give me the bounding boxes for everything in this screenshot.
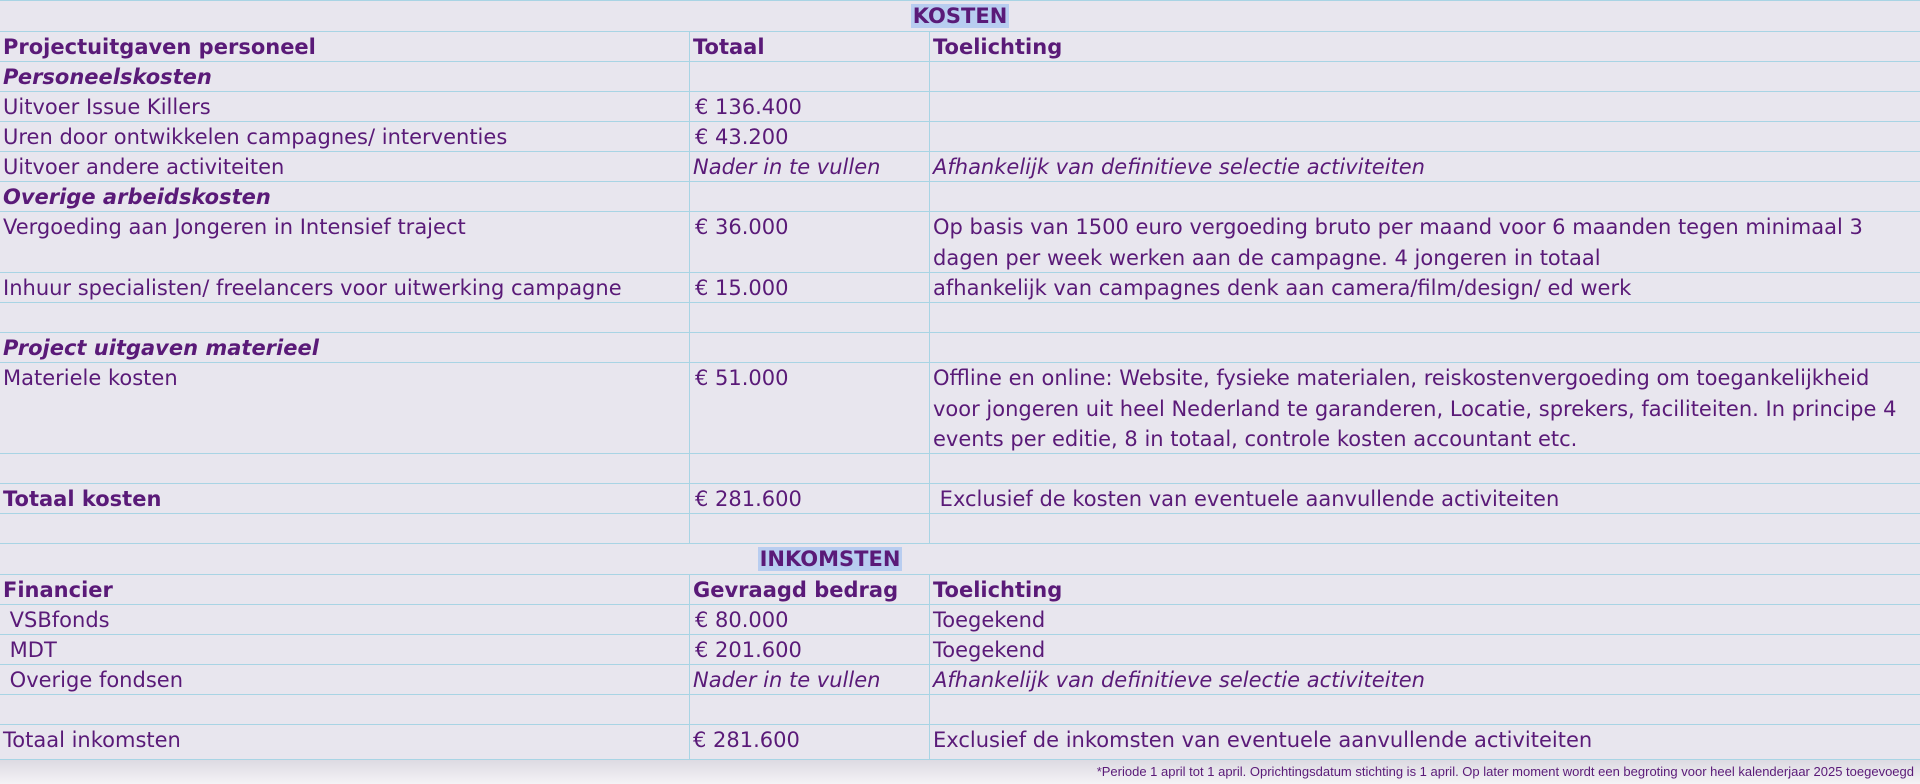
totaal-inkomsten-note: Exclusief de inkomsten van eventuele aanvullende activiteiten [929,725,1920,759]
row-note [929,122,1920,151]
totaal-kosten-amount: € 281.600 [689,484,929,513]
empty-cell [689,514,929,543]
empty-row [0,694,1920,724]
inkomsten-title: INKOMSTEN [759,547,901,571]
header-financier: Financier [3,578,113,602]
empty-row [0,453,1920,483]
inkomsten-header-row [0,574,1920,604]
table-row [0,121,1920,151]
section-personeelskosten: Personeelskosten [3,65,212,89]
empty-cell [689,303,929,332]
totaal-inkomsten-amount: € 281.600 [689,725,929,759]
empty-cell [929,182,1920,211]
row-amount: € 51.000 [689,363,929,453]
row-label: Inhuur specialisten/ freelancers voor uitwerking campagne [3,276,622,300]
row-label: Vergoeding aan Jongeren in Intensief traject [3,215,466,239]
row-label: VSBfonds [3,608,110,632]
row-note: Offline en online: Website, fysieke materialen, reiskostenvergoeding om toegankelijkheid voor jongeren uit heel Nederland te garanderen, Locatie, sprekers, faciliteiten. In principe 4 events per editie, 8 in totaal, controle kosten accountant etc. [929,363,1920,453]
totaal-inkomsten-label: Totaal inkomsten [3,728,181,752]
empty-row [0,302,1920,332]
kosten-title-row [0,0,1920,31]
table-row [0,272,1920,302]
empty-cell [0,303,689,332]
empty-row [0,513,1920,543]
row-note: Toegekend [929,635,1920,664]
empty-cell [689,454,929,483]
row-amount: € 15.000 [689,273,929,302]
row-amount: € 43.200 [689,122,929,151]
row-label: Uitvoer andere activiteiten [3,155,285,179]
row-label: Materiele kosten [3,366,178,390]
table-row [0,362,1920,453]
row-label: Uitvoer Issue Killers [3,95,211,119]
table-row [0,634,1920,664]
empty-cell [929,62,1920,91]
row-note: Afhankelijk van definitieve selectie activiteiten [929,152,1920,181]
kosten-header-row [0,31,1920,61]
empty-cell [689,182,929,211]
empty-cell [0,514,689,543]
header-toelichting: Toelichting [929,575,1920,604]
table-row [0,151,1920,181]
total-row [0,483,1920,513]
header-totaal: Totaal [689,32,929,61]
section-project-uitgaven-materieel: Project uitgaven materieel [3,336,319,360]
row-note [929,92,1920,121]
table-row [0,604,1920,634]
header-gevraagd-bedrag: Gevraagd bedrag [689,575,929,604]
empty-cell [689,333,929,362]
row-amount: € 36.000 [689,212,929,272]
empty-cell [929,303,1920,332]
row-label: Overige fondsen [3,668,183,692]
row-amount: Nader in te vullen [689,665,929,694]
row-label: Uren door ontwikkelen campagnes/ interventies [3,125,508,149]
footnote: *Periode 1 april tot 1 april. Oprichtingsdatum stichting is 1 april. Op later moment wordt een begroting voor heel kalenderjaar 2025 toegevoegd [1096,764,1914,779]
totaal-kosten-note: Exclusief de kosten van eventuele aanvullende activiteiten [929,484,1920,513]
empty-cell [0,454,689,483]
empty-cell [929,333,1920,362]
row-amount: € 201.600 [689,635,929,664]
row-note: Afhankelijk van definitieve selectie activiteiten [929,665,1920,694]
header-projectuitgaven: Projectuitgaven personeel [3,35,316,59]
kosten-title: KOSTEN [912,4,1008,28]
empty-cell [689,62,929,91]
row-amount: Nader in te vullen [689,152,929,181]
total-row [0,724,1920,760]
table-row [0,211,1920,272]
section-row [0,181,1920,211]
empty-cell [689,695,929,724]
row-label: MDT [3,638,57,662]
row-amount: € 80.000 [689,605,929,634]
header-toelichting: Toelichting [929,32,1920,61]
row-note: Toegekend [929,605,1920,634]
empty-cell [0,695,689,724]
section-overige-arbeidskosten: Overige arbeidskosten [3,185,271,209]
section-row [0,332,1920,362]
empty-cell [929,514,1920,543]
row-note: Op basis van 1500 euro vergoeding bruto per maand voor 6 maanden tegen minimaal 3 dagen per week werken aan de campagne. 4 jongeren in totaal [929,212,1920,272]
inkomsten-title-row [0,543,1920,574]
table-row [0,91,1920,121]
totaal-kosten-label: Totaal kosten [3,487,162,511]
empty-cell [929,454,1920,483]
row-note: afhankelijk van campagnes denk aan camera/film/design/ ed werk [929,273,1920,302]
empty-cell [929,695,1920,724]
table-row [0,664,1920,694]
section-row [0,61,1920,91]
row-amount: € 136.400 [689,92,929,121]
